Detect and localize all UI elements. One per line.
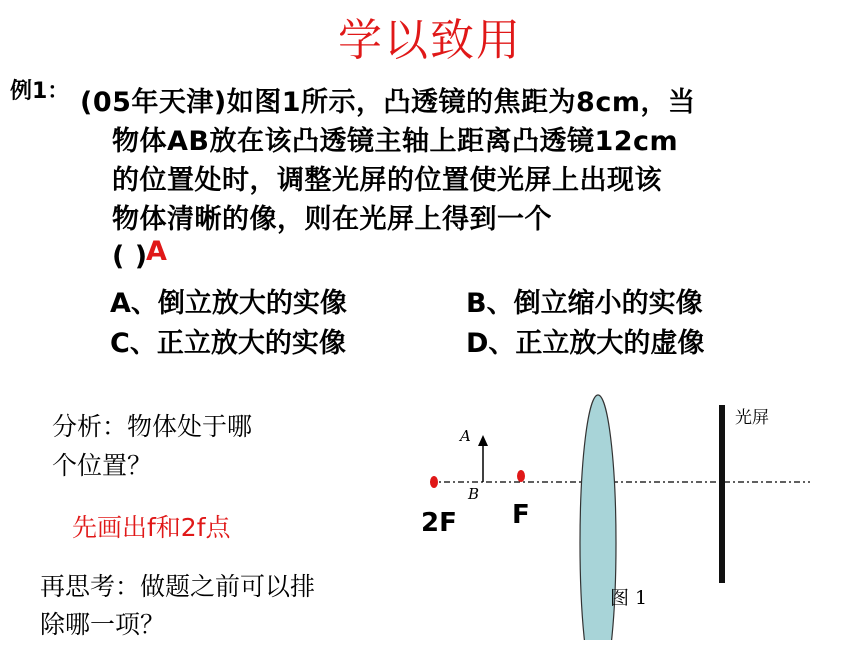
analysis-line-1: 分析：物体处于哪 [52, 412, 253, 441]
answer-mark: A [146, 236, 167, 267]
option-d: D、正立放大的虚像 [466, 328, 705, 359]
rethink-line-1: 再思考：做题之前可以排 [40, 572, 316, 601]
page-title: 学以致用 [338, 15, 522, 66]
question-line-2: 物体AB放在该凸透镜主轴上距离凸透镜12cm [112, 126, 679, 157]
object-arrowhead [478, 435, 488, 446]
question-line-3: 的位置处时，调整光屏的位置使光屏上出现该 [112, 165, 662, 196]
question-line-1: (05年天津)如图1所示，凸透镜的焦距为8cm，当 [80, 87, 696, 118]
figure-caption: 图 1 [610, 587, 648, 609]
example-label: 例1： [10, 79, 70, 104]
lens-figure [410, 385, 830, 640]
object-label-b: B [468, 485, 480, 503]
point-f [517, 470, 525, 482]
object-label-a: A [460, 427, 471, 445]
question-line-4: 物体清晰的像，则在光屏上得到一个 [112, 204, 552, 235]
light-screen [719, 405, 725, 583]
answer-bracket: ( ) [112, 241, 148, 272]
analysis-line-2: 个位置？ [52, 451, 153, 480]
hint-text: 先画出f和2f点 [72, 513, 231, 542]
option-b: B、倒立缩小的实像 [466, 288, 703, 319]
label-2f: 2F [421, 508, 457, 538]
point-2f [430, 476, 438, 488]
rethink-line-2: 除哪一项？ [40, 610, 166, 639]
screen-label: 光屏 [735, 408, 769, 428]
option-c: C、正立放大的实像 [110, 328, 346, 359]
label-f: F [512, 500, 530, 530]
option-a: A、倒立放大的实像 [110, 288, 347, 319]
